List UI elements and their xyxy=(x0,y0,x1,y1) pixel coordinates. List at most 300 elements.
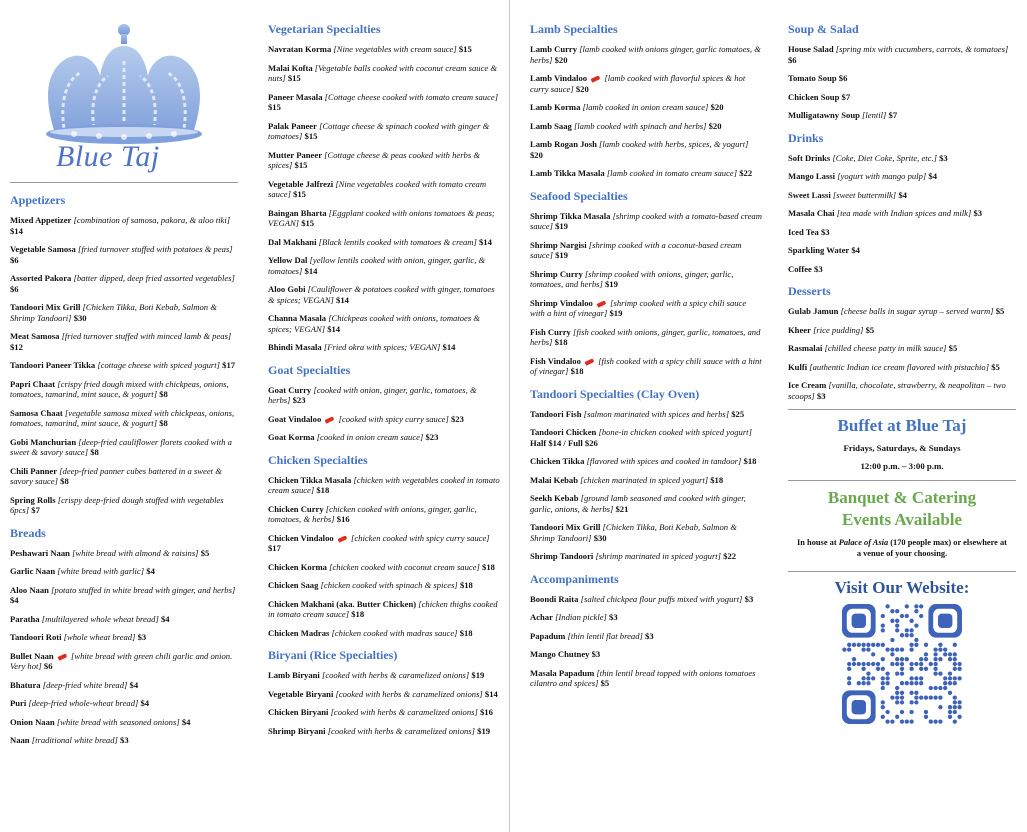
item-price: $3 xyxy=(973,208,983,218)
item-price: $8 xyxy=(90,447,99,457)
item-name: Sparkling Water xyxy=(788,245,850,255)
item-description: [cooked in onion cream sauce] xyxy=(316,432,424,442)
menu-item xyxy=(788,73,1016,84)
item-name: Shrimp Tandoori xyxy=(530,551,594,561)
menu-item xyxy=(530,168,762,179)
item-price: $23 xyxy=(425,432,439,442)
item-price: $19 xyxy=(555,221,568,231)
item-name: Shrimp Vindaloo xyxy=(530,297,593,308)
item-price: $12 xyxy=(10,341,23,352)
item-description: [chilled cheese patty in milk sauce] xyxy=(824,343,947,353)
item-price: $20 xyxy=(554,54,568,65)
item-price: $7 xyxy=(31,505,40,515)
item-description: [Chicken Tikka, Boti Kebab, Salmon & Shrimp Tandoori] xyxy=(10,302,217,323)
menu-item xyxy=(10,215,238,236)
chili-pepper-icon xyxy=(591,75,601,82)
menu-item xyxy=(788,153,1016,164)
biryani-list xyxy=(268,670,500,736)
item-price: $18 xyxy=(743,456,757,466)
menu-item xyxy=(530,211,762,232)
item-price: $4 xyxy=(928,171,937,181)
menu-item xyxy=(530,668,762,689)
buffet-days: Fridays, Saturdays, & Sundays xyxy=(843,443,961,453)
menu-item xyxy=(10,495,238,516)
menu-item xyxy=(10,360,238,371)
item-description: [fish cooked with onions, ginger, garlic, tomatoes, and herbs] xyxy=(530,326,761,347)
menu-item xyxy=(268,670,500,681)
item-price: $18 xyxy=(570,366,584,376)
item-name: Lamb Rogan Josh xyxy=(530,139,597,149)
item-price: $15 xyxy=(268,102,281,112)
item-description: [chicken cooked with spicy curry sauce] xyxy=(350,532,490,543)
menu-item xyxy=(268,385,500,406)
item-name: Chicken Vindaloo xyxy=(268,532,334,543)
menu-item xyxy=(268,342,500,353)
menu-item xyxy=(788,110,1016,121)
section-title-tandoori: Tandoori Specialties (Clay Oven) xyxy=(530,386,700,401)
item-price: $3 xyxy=(816,390,826,401)
menu-item xyxy=(530,522,762,543)
menu-item xyxy=(10,680,238,691)
item-name: Papri Chaat xyxy=(10,378,56,389)
item-description: [shrimp cooked with onions, ginger, garlic, tomatoes, and herbs] xyxy=(530,268,734,289)
item-name: Shrimp Curry xyxy=(530,268,583,279)
item-description: [Fried okra with spices; VEGAN] xyxy=(323,342,441,352)
menu-item xyxy=(530,298,762,319)
menu-item xyxy=(530,356,762,377)
item-name: Chicken Madras xyxy=(268,627,330,638)
menu-item xyxy=(788,44,1016,65)
column-4 xyxy=(788,12,1016,724)
menu-item xyxy=(268,414,500,425)
buffet-title: Buffet at Blue Taj xyxy=(837,416,967,435)
item-name: Sweet Lassi xyxy=(788,189,831,200)
item-price: $20 xyxy=(530,149,543,160)
item-name: Masala Papadum xyxy=(530,667,595,678)
banquet-text-pre: In house at xyxy=(797,538,839,547)
item-name: Yellow Dal xyxy=(268,255,308,265)
banquet-title-line-2: Events Available xyxy=(841,510,963,529)
menu-item xyxy=(530,73,762,94)
item-price: $18 xyxy=(710,474,724,485)
menu-item xyxy=(530,493,762,514)
item-description: [chicken cooked with madras sauce] xyxy=(331,627,458,638)
item-description: [yellow lentils cooked with onion, ginger, garlic, & tomatoes] xyxy=(268,255,486,276)
item-description: [cheese balls in sugar syrup – served warm] xyxy=(840,306,994,316)
menu-item xyxy=(10,632,238,643)
item-description: [chicken marinated in spiced yogurt] xyxy=(580,474,709,485)
menu-item xyxy=(788,362,1016,373)
item-price: $8 xyxy=(159,418,168,428)
item-price: $4 xyxy=(146,566,155,576)
menu-item xyxy=(10,651,238,672)
item-name: Palak Paneer xyxy=(268,120,317,131)
item-name: Papadum xyxy=(530,630,566,641)
item-description: [yogurt with mango pulp] xyxy=(837,171,927,181)
item-description: [lamb cooked with herbs, spices, & yogurt] xyxy=(599,139,749,149)
item-name: Goat Vindaloo xyxy=(268,413,322,424)
item-price: $23 xyxy=(292,395,306,405)
menu-item xyxy=(788,380,1016,401)
item-description: [white bread with almond & raisins] xyxy=(72,547,199,558)
item-description: [traditional white bread] xyxy=(31,735,118,745)
menu-item xyxy=(268,580,500,591)
section-title-seafood: Seafood Specialties xyxy=(530,188,628,203)
column-3 xyxy=(530,12,762,697)
item-name: Tandoori Fish xyxy=(530,408,582,419)
divider xyxy=(788,571,1016,572)
item-price: $5 xyxy=(600,678,610,688)
item-price: $5 xyxy=(200,547,210,558)
item-price: $3 xyxy=(939,152,948,163)
item-name: Malai Kebab xyxy=(530,474,578,485)
item-description: [thin lentil flat bread] xyxy=(567,630,643,641)
menu-item xyxy=(10,735,238,746)
item-price: $4 xyxy=(160,613,170,624)
item-name: Chicken Biryani xyxy=(268,707,329,717)
item-price: $4 xyxy=(140,698,150,708)
item-name: Chicken Soup xyxy=(788,91,840,102)
item-name: Goat Curry xyxy=(268,384,312,395)
item-name: Bhindi Masala xyxy=(268,342,322,352)
item-name: Meat Samosa xyxy=(10,331,60,341)
menu-item xyxy=(268,92,500,113)
item-price: $4 xyxy=(10,595,19,605)
item-price: $7 xyxy=(888,110,898,120)
item-name: Aloo Gobi xyxy=(268,284,306,294)
item-name: Spring Rolls xyxy=(10,494,56,505)
menu-item xyxy=(10,698,238,709)
item-description: [shrimp cooked with a tomato-based cream sauce] xyxy=(530,210,762,231)
menu-item xyxy=(788,171,1016,182)
item-price: $15 xyxy=(287,73,301,83)
menu-item xyxy=(788,245,1016,256)
item-price: $22 xyxy=(723,551,737,561)
item-price: $3 xyxy=(591,649,601,659)
item-price: $14 xyxy=(327,323,341,334)
item-name: Shrimp Nargisi xyxy=(530,239,587,250)
item-price: $3 xyxy=(120,735,129,745)
menu-item xyxy=(268,284,500,305)
item-description: [Chicken Tikka, Boti Kebab, Salmon & Shrimp Tandoori] xyxy=(530,522,737,543)
menu-item xyxy=(10,466,238,487)
menu-item xyxy=(530,551,762,562)
item-description: [batter dipped, deep fried assorted vegetables] xyxy=(73,273,235,283)
chili-pepper-icon xyxy=(585,358,595,365)
item-price: $3 xyxy=(744,593,754,604)
item-price: $14 xyxy=(10,225,23,236)
item-price: $21 xyxy=(615,503,629,514)
item-name: Chicken Tikka xyxy=(530,456,585,466)
item-description: [flavored with spices and cooked in tandoor] xyxy=(586,456,742,466)
menu-item xyxy=(268,475,500,496)
banquet-venue: Palace of Asia xyxy=(838,538,889,547)
item-description: [chicken thighs cooked in tomato cream sauce] xyxy=(268,598,498,619)
item-name: Aloo Naan xyxy=(10,584,49,595)
item-name: Fish Curry xyxy=(530,326,571,337)
item-name: Boondi Raita xyxy=(530,593,579,604)
menu-item xyxy=(10,437,238,458)
item-price: $5 xyxy=(995,306,1005,316)
menu-item xyxy=(10,244,238,265)
item-name: Soft Drinks xyxy=(788,152,831,163)
item-price: $16 xyxy=(336,514,350,524)
menu-item xyxy=(788,306,1016,317)
menu-item xyxy=(788,264,1016,275)
menu-item xyxy=(268,63,500,84)
menu-item xyxy=(268,150,500,171)
item-description: [deep-fried whole-wheat bread] xyxy=(28,698,139,708)
menu-item xyxy=(268,255,500,276)
item-name: Rasmalai xyxy=(788,343,823,353)
item-description: [Chickpeas cooked with onions, tomatoes & spices; VEGAN] xyxy=(268,313,480,334)
item-name: Vegetable Jalfrezi xyxy=(268,178,334,189)
item-name: Vegetable Samosa xyxy=(10,244,76,254)
item-name: Shrimp Tikka Masala xyxy=(530,210,611,221)
item-name: Gobi Manchurian xyxy=(10,436,77,447)
item-name: Paratha xyxy=(10,613,40,624)
item-price: $23 xyxy=(450,413,464,424)
item-name: Lamb Tikka Masala xyxy=(530,168,605,178)
menu-item xyxy=(268,599,500,620)
menu-item xyxy=(530,594,762,605)
item-name: Chicken Tikka Masala xyxy=(268,474,352,485)
tandoori-list xyxy=(530,409,762,562)
item-price: $5 xyxy=(948,343,958,353)
item-description: [lamb cooked in tomato cream sauce] xyxy=(606,168,738,178)
menu-item xyxy=(268,533,500,554)
item-description: [whole wheat bread] xyxy=(63,632,136,642)
menu-item xyxy=(530,631,762,642)
menu-item xyxy=(530,121,762,132)
item-description: [shrimp cooked with a spicy chili sauce with a hint of vinegar] xyxy=(530,297,747,318)
item-price: $19 xyxy=(471,670,485,680)
menu-item xyxy=(530,456,762,467)
item-name: Bullet Naan xyxy=(10,650,54,661)
item-price: $17 xyxy=(222,360,236,370)
item-description: [lamb cooked with onions ginger, garlic tomatoes, & herbs] xyxy=(530,44,761,65)
seafood-list xyxy=(530,211,762,377)
item-price: $18 xyxy=(554,337,568,347)
item-price: $15 xyxy=(301,218,315,228)
menu-item xyxy=(788,343,1016,354)
lamb-list xyxy=(530,44,762,179)
qr-code-icon[interactable] xyxy=(842,604,962,724)
item-price: $18 xyxy=(459,580,473,590)
item-description: [Coke, Diet Coke, Sprite, etc.] xyxy=(832,152,937,163)
item-description: [rice pudding] xyxy=(813,324,864,335)
section-title-desserts: Desserts xyxy=(788,284,831,298)
menu-item xyxy=(10,717,238,728)
item-description: [ground lamb seasoned and cooked with ginger, garlic, onions, & herbs] xyxy=(530,493,746,514)
menu-item xyxy=(10,408,238,429)
appetizers-list xyxy=(10,215,238,516)
menu-item xyxy=(530,139,762,160)
item-description: [deep-fried white bread] xyxy=(42,679,128,690)
item-price: $3 xyxy=(609,612,618,622)
menu-item xyxy=(268,726,500,737)
column-1 xyxy=(10,0,238,754)
item-description: [Indian pickle] xyxy=(555,612,607,622)
item-description: [multilayered whole wheat bread] xyxy=(41,613,159,624)
menu-item xyxy=(268,707,500,718)
section-title-appetizers: Appetizers xyxy=(10,193,66,207)
item-name: Peshawari Naan xyxy=(10,547,70,558)
section-title-accompaniments: Accompaniments xyxy=(530,571,619,586)
vegetarian-list xyxy=(268,44,500,353)
item-description: [white bread with green chili garlic and onion. Very hot] xyxy=(10,650,233,671)
item-name: Mulligatawny Soup xyxy=(788,110,860,120)
menu-item xyxy=(268,179,500,200)
item-name: Goat Korma xyxy=(268,432,315,442)
item-name: Dal Makhani xyxy=(268,236,317,247)
item-price: $15 xyxy=(304,131,318,141)
item-name: Coffee xyxy=(788,263,812,274)
item-name: Onion Naan xyxy=(10,716,55,727)
menu-item xyxy=(530,649,762,660)
menu-item xyxy=(268,628,500,639)
item-price: $3 xyxy=(820,226,830,237)
buffet-hours: 12:00 p.m. – 3:00 p.m. xyxy=(860,461,944,471)
item-price: $14 xyxy=(442,342,456,352)
banquet-title-line-1: Banquet & Catering xyxy=(827,488,977,507)
item-description: [Cottage cheese cooked with tomato cream sauce] xyxy=(324,91,499,102)
item-description: [cooked with herbs & caramelized onions] xyxy=(321,670,470,680)
item-description: [chicken cooked with spinach & spices] xyxy=(320,580,458,590)
item-name: Tandoori Chicken xyxy=(530,427,597,437)
item-description: [white bread with seasoned onions] xyxy=(56,716,180,727)
column-2 xyxy=(268,12,500,744)
item-name: Paneer Masala xyxy=(268,91,323,102)
item-price: $16 xyxy=(480,707,493,717)
item-price: $7 xyxy=(841,91,851,102)
chicken-list xyxy=(268,475,500,639)
menu-item xyxy=(530,269,762,290)
menu-item xyxy=(10,614,238,625)
menu-item xyxy=(530,612,762,623)
item-price: $17 xyxy=(268,543,281,553)
item-description: [chicken cooked with onions, ginger, garlic, tomatoes, & herbs] xyxy=(268,503,477,524)
item-price: $20 xyxy=(710,102,724,112)
section-title-biryani: Biryani (Rice Specialties) xyxy=(268,648,398,662)
item-name: Iced Tea xyxy=(788,226,819,237)
item-price: $14 xyxy=(336,294,349,305)
item-price: $3 xyxy=(137,632,147,642)
item-price: $5 xyxy=(991,361,1000,372)
item-description: [deep-fried panner cubes battered in a sweet & savory sauce] xyxy=(10,465,222,486)
item-price: $22 xyxy=(739,168,753,178)
item-price: $6 xyxy=(10,254,19,265)
item-price: $15 xyxy=(458,44,472,54)
menu-item xyxy=(10,302,238,323)
item-description: [shrimp marinated in spiced yogurt] xyxy=(595,551,722,561)
item-description: [salted chickpea flour puffs mixed with yogurt] xyxy=(580,593,743,604)
menu-item xyxy=(530,102,762,113)
item-price: $4 xyxy=(129,679,139,690)
menu-item xyxy=(788,325,1016,336)
menu-item xyxy=(268,208,500,229)
item-description: [salmon marinated with spices and herbs] xyxy=(583,408,730,419)
item-description: [cottage cheese with spiced yogurt] xyxy=(97,360,220,370)
item-name: Fish Vindaloo xyxy=(530,355,581,366)
item-name: Baingan Bharta xyxy=(268,207,327,218)
goat-list xyxy=(268,385,500,443)
item-price: $19 xyxy=(604,279,618,289)
item-name: Ice Cream xyxy=(788,380,827,390)
chili-pepper-icon xyxy=(597,300,607,307)
section-title-goat: Goat Specialties xyxy=(268,362,351,377)
item-name: Assorted Pakora xyxy=(10,273,72,283)
item-name: Garlic Naan xyxy=(10,566,56,576)
menu-item xyxy=(10,566,238,577)
menu-item xyxy=(530,475,762,486)
chili-pepper-icon xyxy=(325,416,335,423)
item-description: [deep-fried cauliflower florets cooked with a sweet & savory sauce] xyxy=(10,436,232,457)
item-name: Tandoori Mix Grill xyxy=(10,302,81,312)
item-name: Tandoori Mix Grill xyxy=(530,522,601,532)
item-name: Channa Masala xyxy=(268,313,327,323)
item-price: $30 xyxy=(73,312,87,323)
item-name: Navratan Korma xyxy=(268,44,332,54)
item-description: [Nine vegetables cooked with tomato cream sauce] xyxy=(268,178,487,199)
item-name: Chicken Korma xyxy=(268,561,327,572)
item-description: [white bread with garlic] xyxy=(57,566,145,576)
item-price: $8 xyxy=(159,389,168,399)
item-description: [crispy deep-fried dough stuffed with vegetables 6pcs] xyxy=(10,494,224,515)
item-description: [chicken cooked with coconut cream sauce] xyxy=(329,561,480,572)
item-name: Mixed Appetizer xyxy=(10,215,72,225)
item-name: Puri xyxy=(10,698,27,708)
item-price: $30 xyxy=(593,532,607,543)
menu-item xyxy=(268,504,500,525)
menu-item xyxy=(530,240,762,261)
item-price: $20 xyxy=(708,120,722,131)
item-description: [cooked with herbs & caramelized onions] xyxy=(330,707,478,717)
item-description: [Eggplant cooked with onions tomatoes & peas; VEGAN] xyxy=(268,207,495,228)
item-name: Gulab Jamun xyxy=(788,306,839,316)
menu-item xyxy=(268,237,500,248)
chili-pepper-icon xyxy=(337,535,347,542)
menu-item xyxy=(530,44,762,65)
chili-pepper-icon xyxy=(57,653,67,660)
item-description: [Vegetable balls cooked with coconut cream sauce & nuts] xyxy=(268,62,498,83)
item-name: Kulfi xyxy=(788,361,808,372)
item-description: [thin lentil bread topped with onions tomatoes cilantro and spices] xyxy=(530,667,756,688)
logo-text: Blue Taj xyxy=(56,140,160,173)
item-name: Masala Chai xyxy=(788,208,835,218)
item-description: [shrimp cooked with a coconut-based cream sauce] xyxy=(530,239,742,260)
item-price: $18 xyxy=(459,627,473,638)
item-description: [sweet buttermilk] xyxy=(832,189,897,200)
item-description: [tea made with Indian spices and milk] xyxy=(836,208,972,218)
item-name: Bhatura xyxy=(10,679,41,690)
item-price: $18 xyxy=(316,485,330,495)
banquet-text xyxy=(796,537,1008,559)
menu-item xyxy=(530,327,762,348)
item-description: [Black lentils cooked with tomatoes & cream] xyxy=(318,236,477,247)
menu-item xyxy=(788,208,1016,219)
menu-item xyxy=(268,313,500,334)
item-description: [potato stuffed in white bread with ginger, and herbs] xyxy=(51,584,236,595)
item-price: $18 xyxy=(482,561,495,572)
breads-list xyxy=(10,548,238,746)
item-price: $25 xyxy=(731,408,745,419)
menu-item xyxy=(268,562,500,573)
item-description: [Nine vegetables with cream sauce] xyxy=(333,44,457,54)
item-price: $5 xyxy=(865,324,875,335)
section-title-lamb: Lamb Specialties xyxy=(530,22,618,36)
menu-item xyxy=(10,585,238,606)
